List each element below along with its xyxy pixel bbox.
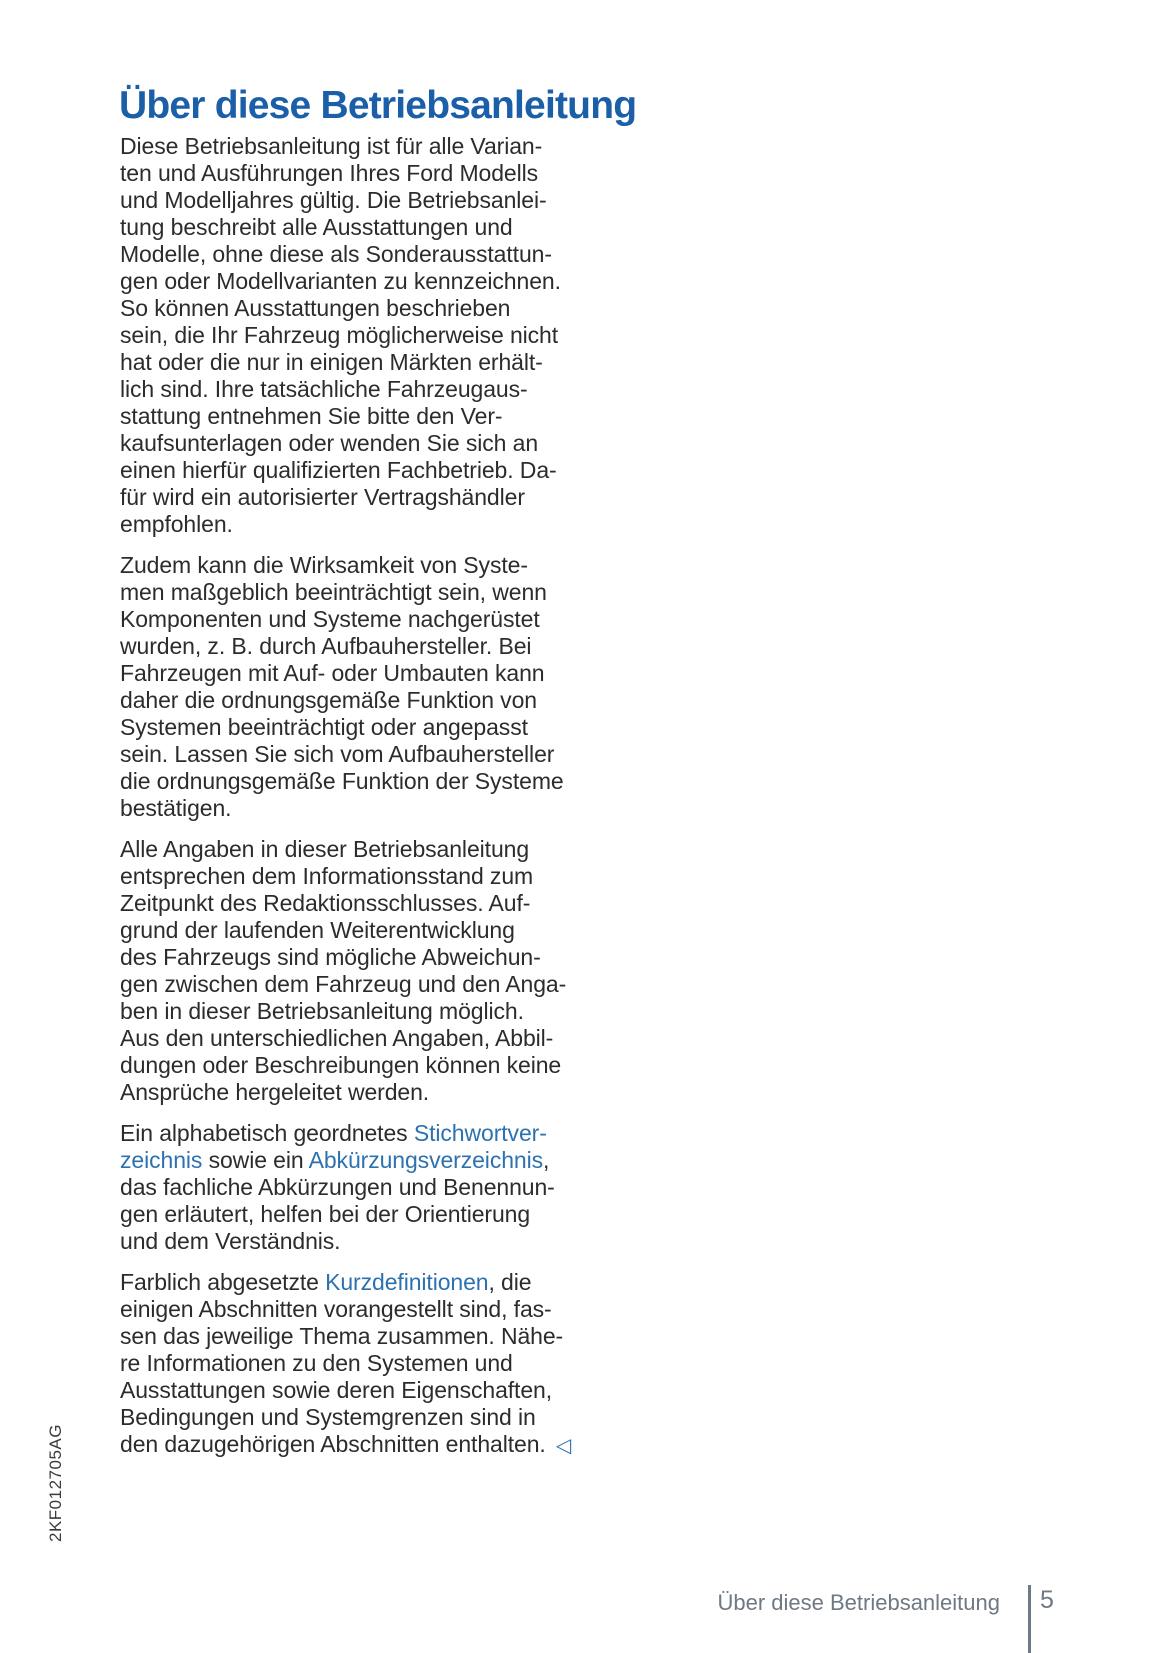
text-line	[120, 1079, 620, 1106]
text-line	[120, 579, 620, 606]
text-run: gen zwischen dem Fahrzeug und den Anga-	[120, 971, 567, 997]
text-line	[120, 606, 620, 633]
text-run: daher die ordnungsgemäße Funktion von	[120, 687, 537, 713]
text-line	[120, 430, 620, 457]
text-line	[120, 1377, 620, 1404]
text-line	[120, 349, 620, 376]
text-run: entsprechen dem Informationsstand zum	[120, 863, 534, 889]
text-line	[120, 403, 620, 430]
text-run: dungen oder Beschreibungen können keine	[120, 1052, 562, 1078]
text-line	[120, 295, 620, 322]
text-run: Ein alphabetisch geordnetes	[120, 1120, 414, 1146]
text-line	[120, 376, 620, 403]
text-line	[120, 241, 620, 268]
text-run: sein, die Ihr Fahrzeug möglicherweise nicht	[120, 322, 559, 348]
text-line	[120, 322, 620, 349]
footer-divider	[1028, 1585, 1031, 1653]
cross-reference-link[interactable]: Abkürzungsverzeichnis	[308, 1147, 544, 1173]
text-line	[120, 1269, 620, 1296]
text-line	[120, 1323, 620, 1350]
text-line	[120, 214, 620, 241]
cross-reference-link[interactable]: zeichnis	[120, 1147, 203, 1173]
text-run: Ausstattungen sowie deren Eigenschaften,	[120, 1377, 553, 1403]
text-line	[120, 944, 620, 971]
text-run: tung beschreibt alle Ausstattungen und	[120, 214, 513, 240]
paragraph	[120, 836, 620, 1106]
text-line	[120, 714, 620, 741]
paragraph	[120, 133, 620, 538]
text-run: Alle Angaben in dieser Betriebsanleitung	[120, 836, 530, 862]
text-run: gen erläutert, helfen bei der Orientierung	[120, 1201, 531, 1227]
text-line	[120, 133, 620, 160]
text-run: , die	[488, 1269, 532, 1295]
text-run: die ordnungsgemäße Funktion der Systeme	[120, 768, 564, 794]
text-line	[120, 160, 620, 187]
text-run: den dazugehörigen Abschnitten enthalten.	[120, 1431, 546, 1457]
text-run: für wird ein autorisierter Vertragshändler	[120, 484, 525, 510]
paragraph	[120, 1269, 620, 1458]
text-run: Farblich abgesetzte	[120, 1269, 326, 1295]
text-line	[120, 1174, 620, 1201]
text-run: re Informationen zu den Systemen und	[120, 1350, 513, 1376]
text-run: empfohlen.	[120, 511, 233, 537]
cross-reference-link[interactable]: Kurzdefinitionen	[325, 1269, 489, 1295]
text-run: Ansprüche hergeleitet werden.	[120, 1079, 430, 1105]
text-run: das fachliche Abkürzungen und Benennun-	[120, 1174, 555, 1200]
text-run: gen oder Modellvarianten zu kennzeichnen.	[120, 268, 561, 294]
document-part-number: 2KF012705AG	[46, 1424, 65, 1542]
text-line	[120, 1025, 620, 1052]
text-line	[120, 1296, 620, 1323]
body-text	[120, 133, 620, 1472]
text-run: ten und Ausführungen Ihres Ford Modells	[120, 160, 539, 186]
text-line	[120, 457, 620, 484]
text-run: Komponenten und Systeme nachgerüstet	[120, 606, 540, 632]
page-title: Über diese Betriebsanleitung	[119, 84, 637, 128]
text-run: So können Ausstattungen beschrieben	[120, 295, 511, 321]
text-line	[120, 1201, 620, 1228]
text-line	[120, 890, 620, 917]
text-line	[120, 511, 620, 538]
text-line	[120, 1404, 620, 1431]
text-line	[120, 484, 620, 511]
text-line	[120, 187, 620, 214]
text-run: Fahrzeugen mit Auf- oder Umbauten kann	[120, 660, 545, 686]
text-run: und dem Verständnis.	[120, 1228, 341, 1254]
text-line	[120, 836, 620, 863]
text-run: ben in dieser Betriebsanleitung möglich.	[120, 998, 524, 1024]
text-run: einen hierfür qualifizierten Fachbetrieb. Da-	[120, 457, 557, 483]
cross-reference-link[interactable]: Stichwortver-	[413, 1120, 547, 1146]
text-run: Zeitpunkt des Redaktionsschlusses. Auf-	[120, 890, 531, 916]
text-run: hat oder die nur in einigen Märkten erhält-	[120, 349, 543, 375]
text-line	[120, 768, 620, 795]
text-run: lich sind. Ihre tatsächliche Fahrzeugaus-	[120, 376, 528, 402]
text-run: wurden, z. B. durch Aufbauhersteller. Bei	[120, 633, 532, 659]
paragraph	[120, 1120, 620, 1255]
text-run: Bedingungen und Systemgrenzen sind in	[120, 1404, 536, 1430]
text-run: stattung entnehmen Sie bitte den Ver-	[120, 403, 503, 429]
text-run: sowie ein	[202, 1147, 309, 1173]
text-run: sein. Lassen Sie sich vom Aufbauhersteller	[120, 741, 555, 767]
text-run: men maßgeblich beeinträchtigt sein, wenn	[120, 579, 547, 605]
text-run: Diese Betriebsanleitung ist für alle Varian-	[120, 133, 543, 159]
text-run: Zudem kann die Wirksamkeit von Syste-	[120, 552, 528, 578]
footer-page-number: 5	[1040, 1586, 1054, 1614]
text-line	[120, 998, 620, 1025]
text-line	[120, 1228, 620, 1255]
text-line	[120, 741, 620, 768]
text-run: Aus den unterschiedlichen Angaben, Abbil-	[120, 1025, 554, 1051]
text-run: ,	[543, 1147, 550, 1173]
text-run: einigen Abschnitten vorangestellt sind, fas-	[120, 1296, 552, 1322]
text-line	[120, 1147, 620, 1174]
text-run: bestätigen.	[120, 795, 232, 821]
text-line	[120, 1052, 620, 1079]
text-run: Systemen beeinträchtigt oder angepasst	[120, 714, 528, 740]
paragraph	[120, 552, 620, 822]
text-run: grund der laufenden Weiterentwicklung	[120, 917, 515, 943]
text-line	[120, 660, 620, 687]
text-run: Modelle, ohne diese als Sonderausstattun-	[120, 241, 552, 267]
text-line	[120, 687, 620, 714]
text-run: des Fahrzeugs sind mögliche Abweichun-	[120, 944, 541, 970]
text-run: sen das jeweilige Thema zusammen. Nähe-	[120, 1323, 564, 1349]
text-run: kaufsunterlagen oder wenden Sie sich an	[120, 430, 539, 456]
text-line	[120, 1350, 620, 1377]
text-line	[120, 633, 620, 660]
text-line	[120, 795, 620, 822]
text-line	[120, 1120, 620, 1147]
text-line	[120, 1431, 620, 1458]
text-line	[120, 917, 620, 944]
text-line	[120, 268, 620, 295]
text-line	[120, 552, 620, 579]
section-end-icon: ◁	[555, 1435, 571, 1457]
text-line	[120, 971, 620, 998]
text-line	[120, 863, 620, 890]
footer-section-title: Über diese Betriebsanleitung	[717, 1590, 1000, 1615]
text-run: und Modelljahres gültig. Die Betriebsanlei-	[120, 187, 547, 213]
